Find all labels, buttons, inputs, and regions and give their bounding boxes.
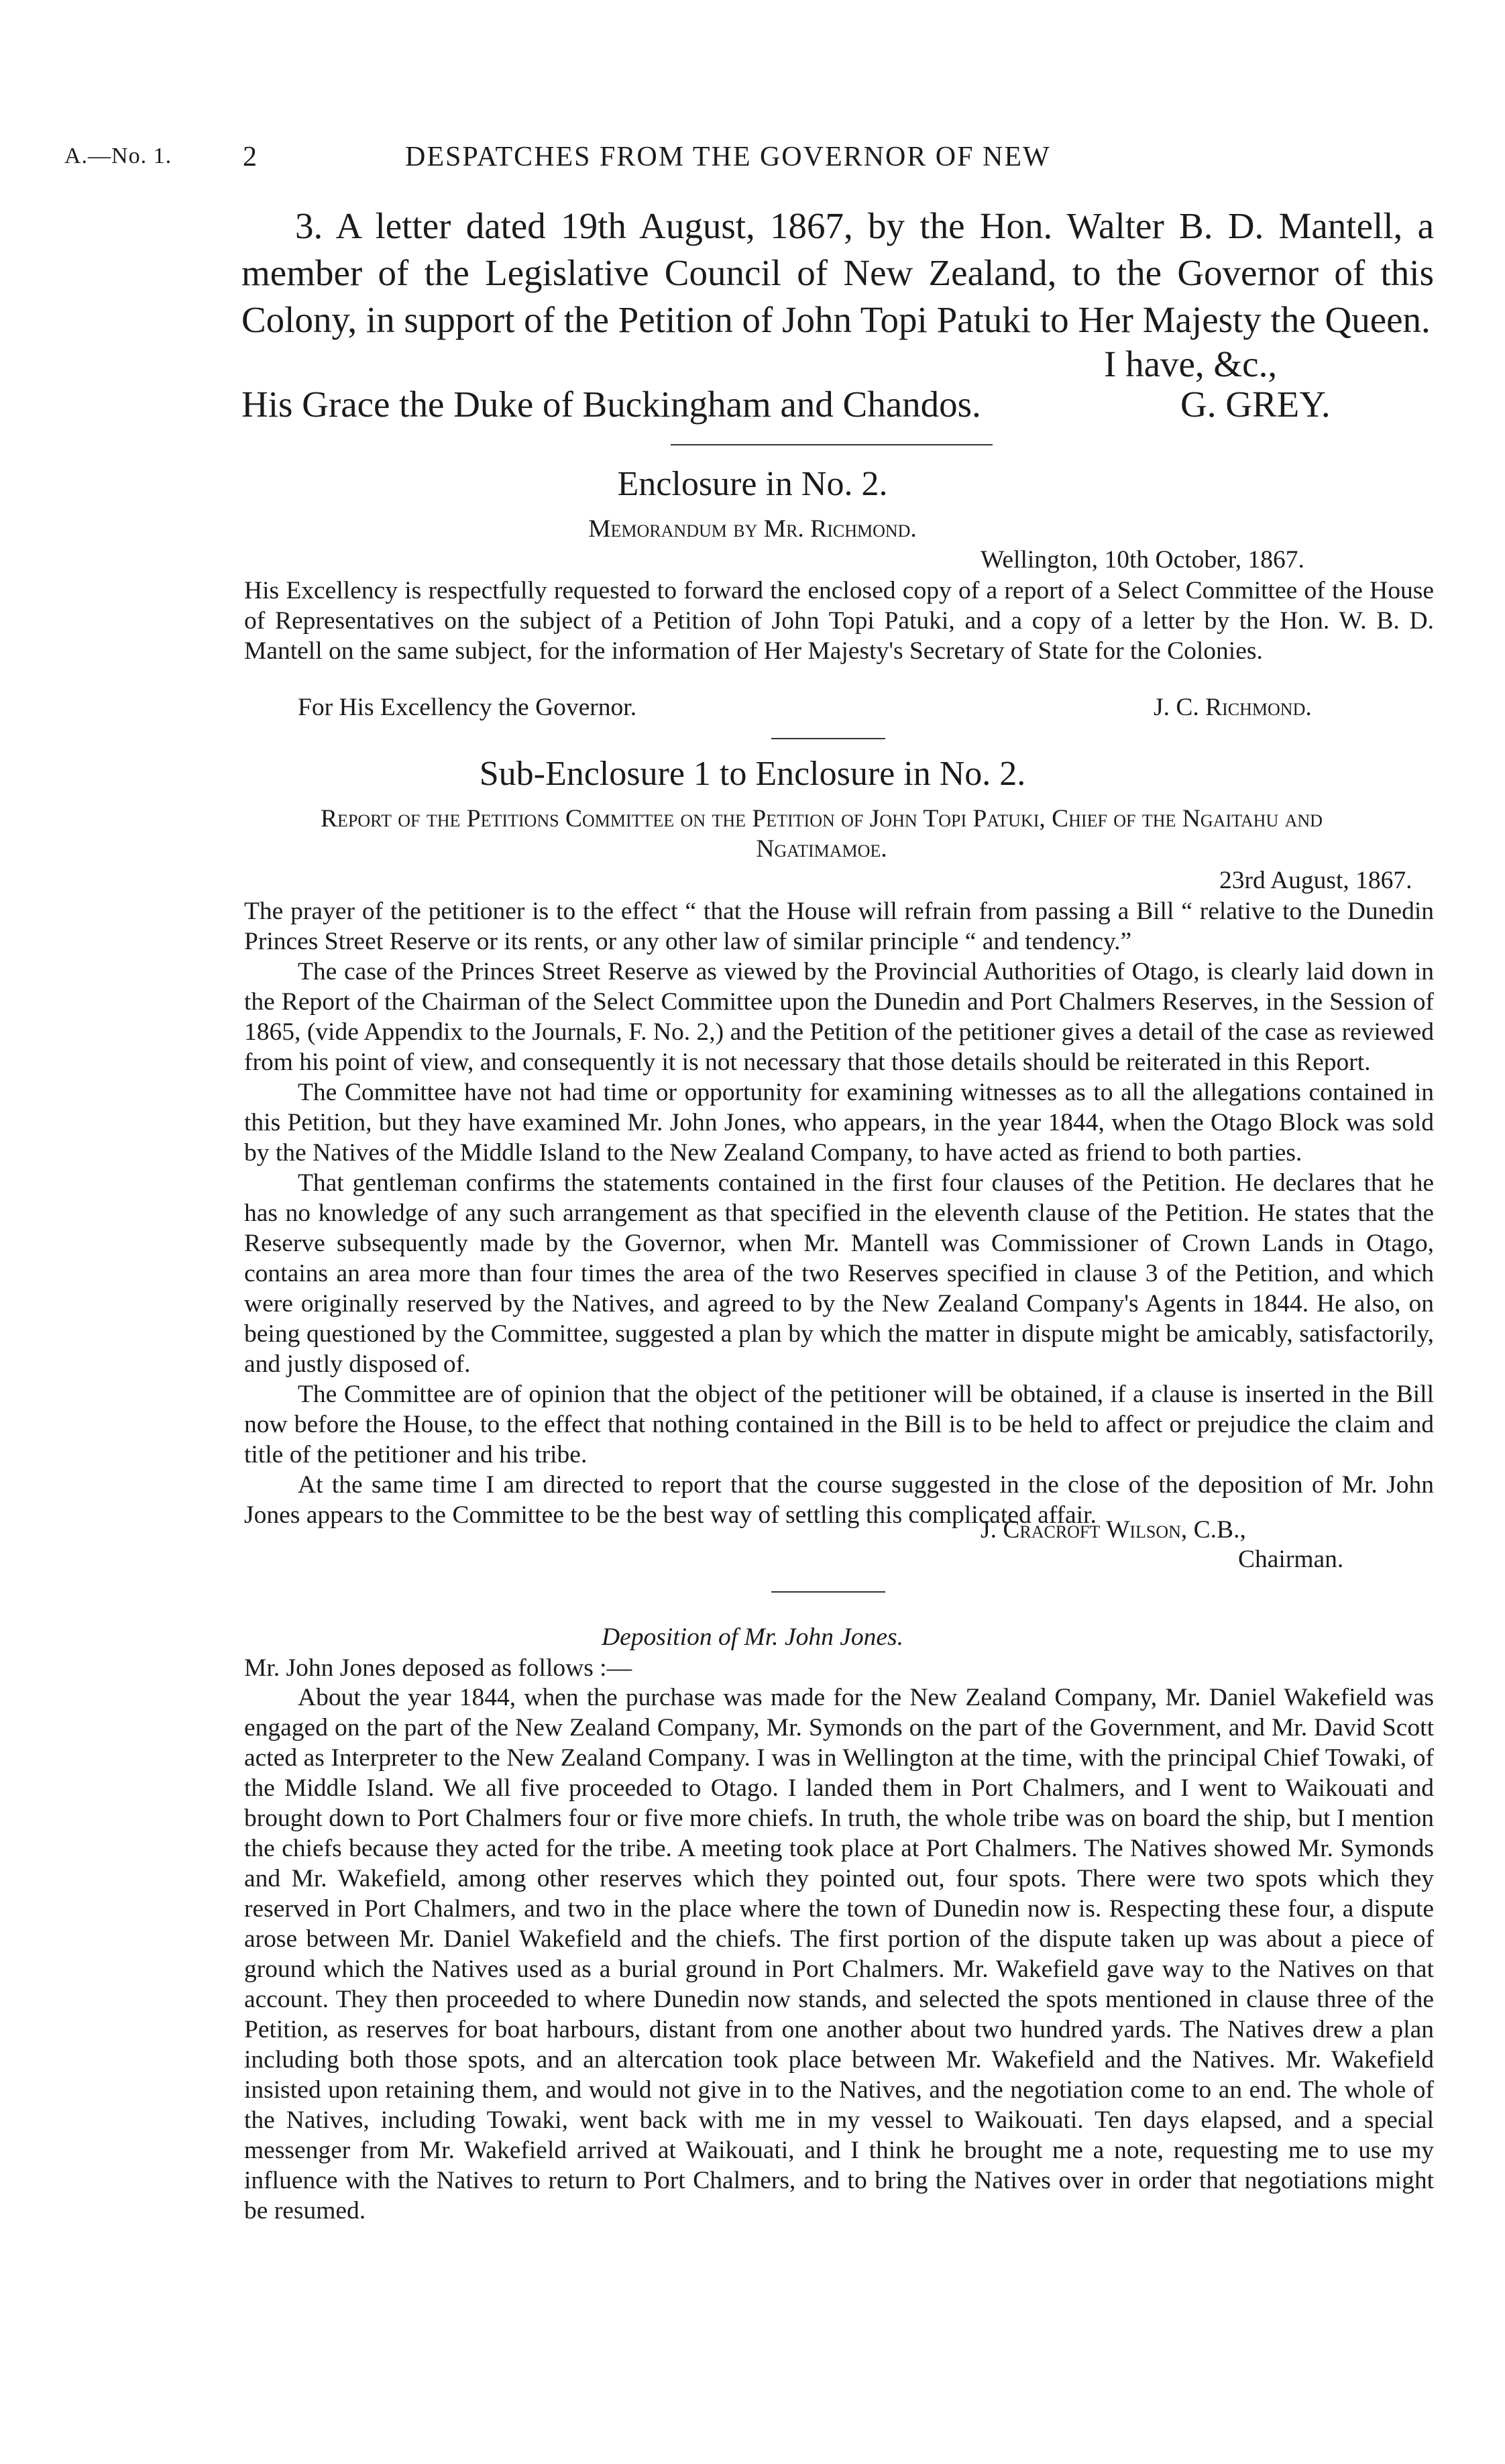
report-paragraph-2: The case of the Princes Street Reserve as viewed by the Provincial Authorities of Otago, is clearly laid down in the Report of the Chairman of the Select Committee upon the Dunedin and Port Chalmers Reserves, in the Session of 1865, (vide Appendix to the Journals, F. No. 2,) and the Petition of the petitioner gives a detail of the case as reviewed from his point of view, and consequently it is not necessary that those details should be reiterated in this Report. <box>244 958 1434 1076</box>
report-paragraph-5: The Committee are of opinion that the object of the petitioner will be obtained, if a clause is inserted in the Bill now before the House, to the effect that nothing contained in the Bill is to be held to affect or prejudice the claim and title of the petitioner and his tribe. <box>244 1381 1434 1468</box>
letter-item-3 <box>241 203 1434 343</box>
section-divider <box>671 444 993 445</box>
report-paragraph-3: The Committee have not had time or opportunity for examining witnesses as to all the allegations contained in this Petition, but they have examined Mr. John Jones, who appears, in the year 1844, when the Otago Block was sold by the Natives of the Middle Island to the New Zealand Company, to have acted as friend to both parties. <box>244 1079 1434 1167</box>
section-divider <box>771 738 885 739</box>
letter-closing: I have, &c., <box>1104 343 1278 384</box>
letter-addressee: His Grace the Duke of Buckingham and Chandos. <box>241 384 981 425</box>
letter-paragraph: 3. A letter dated 19th August, 1867, by the Hon. Walter B. D. Mantell, a member of the Legislative Council of New Zealand, to the Governor of this Colony, in support of the Petition of John Topi Patuki to Her Majesty the Queen. <box>241 205 1434 340</box>
enclosure-paragraph: His Excellency is respectfully requested to forward the enclosed copy of a report of a Select Committee of the House of Representatives on the subject of a Petition of John Topi Patuki, and a copy of a letter by the Hon. W. B. D. Mantell on the same subject, for the information of Her Majesty's Secretary of State for the Colonies. <box>244 577 1434 665</box>
deposition-heading: Deposition of Mr. John Jones. <box>602 1623 903 1651</box>
section-divider <box>771 1591 885 1593</box>
report-signature: J. Cracroft Wilson, C.B., <box>981 1516 1246 1544</box>
report-signature-role: Chairman. <box>1238 1546 1344 1573</box>
running-title: DESPATCHES FROM THE GOVERNOR OF NEW <box>405 142 1051 172</box>
enclosure-for-line: For His Excellency the Governor. <box>298 694 637 721</box>
enclosure-signature: J. C. Richmond. <box>1154 694 1312 721</box>
report-body <box>244 896 1434 1530</box>
report-paragraph-6: At the same time I am directed to report that the course suggested in the close of the deposition of Mr. John Jones appears to the Committee to be the best way of settling this complicated affair. <box>244 1471 1434 1529</box>
report-title: Report of the Petitions Committee on the Petition of John Topi Patuki, Chief of the Ngaitahu and Ngatimamoe. <box>321 805 1323 863</box>
memorandum-title: Memorandum by Mr. Richmond. <box>588 515 917 543</box>
sub-enclosure-heading: Sub-Enclosure 1 to Enclosure in No. 2. <box>479 755 1026 793</box>
report-date: 23rd August, 1867. <box>1219 867 1412 894</box>
enclosure-body <box>244 576 1434 666</box>
deposition-paragraph: About the year 1844, when the purchase was made for the New Zealand Company, Mr. Daniel Wakefield was engaged on the part of the New Zealand Company, Mr. Symonds on the part of the Government, and Mr. David Scott acted as Interpreter to the New Zealand Company. I was in Wellington at the time, with the principal Chief Towaki, of the Middle Island. We all five proceeded to Otago. I landed them in Port Chalmers, and I went to Waikouati and brought down to Port Chalmers four or five more chiefs. In truth, the whole tribe was on board the ship, but I mention the chiefs because they acted for the tribe. A meeting took place at Port Chalmers. The Natives showed Mr. Symonds and Mr. Wakefield, among other reserves which they pointed out, four spots. There were two spots which they reserved in Port Chalmers, and two in the place where the town of Dunedin now is. Respecting these four, a dispute arose between Mr. Daniel Wakefield and the chiefs. The first portion of the dispute taken up was about a piece of ground which the Natives used as a burial ground in Port Chalmers. Mr. Wakefield gave way to the Natives on that account. They then proceeded to where Dunedin now stands, and selected the spots mentioned in clause three of the Petition, as reserves for boat harbours, distant from one another about two hundred yards. The Natives drew a plan including both those spots, and an altercation took place between Mr. Wakefield and the Natives. Mr. Wakefield insisted upon retaining them, and would not give in to the Natives, and the negotiation come to an end. The whole of the Natives, including Towaki, went back with me in my vessel to Waikouati. Ten days elapsed, and a special messenger from Mr. Wakefield arrived at Waikouati, and I think he brought me a note, requesting me to use my influence with the Natives to return to Port Chalmers, and to bring the Natives over in order that negotiations might be resumed. <box>244 1684 1434 2225</box>
report-paragraph-4: That gentleman confirms the statements contained in the first four clauses of the Petition. He declares that he has no knowledge of any such arrangement as that specified in the eleventh clause of the Petition. He states that the Reserve subsequently made by the Governor, when Mr. Mantell was Commissioner of Crown Lands in Otago, contains an area more than four times the area of the two Reserves specified in clause 3 of the Petition, and which were originally reserved by the Natives, and agreed to by the New Zealand Company's Agents in 1844. He also, on being questioned by the Committee, suggested a plan by which the matter in dispute might be amicably, satisfactorily, and justly disposed of. <box>244 1169 1434 1378</box>
document-reference: A.—No. 1. <box>64 144 172 168</box>
deposition-intro: Mr. John Jones deposed as follows :— <box>244 1654 632 1682</box>
report-paragraph-1: The prayer of the petitioner is to the effect “ that the House will refrain from passing a Bill “ relative to the Dunedin Princes Street Reserve or its rents, or any other law of similar principle “ and tendency.” <box>244 898 1434 955</box>
deposition-body <box>244 1682 1434 2226</box>
enclosure-heading: Enclosure in No. 2. <box>617 465 888 503</box>
letter-signature: G. GREY. <box>1180 384 1331 425</box>
page-number: 2 <box>243 142 257 172</box>
enclosure-date: Wellington, 10th October, 1867. <box>981 546 1304 574</box>
